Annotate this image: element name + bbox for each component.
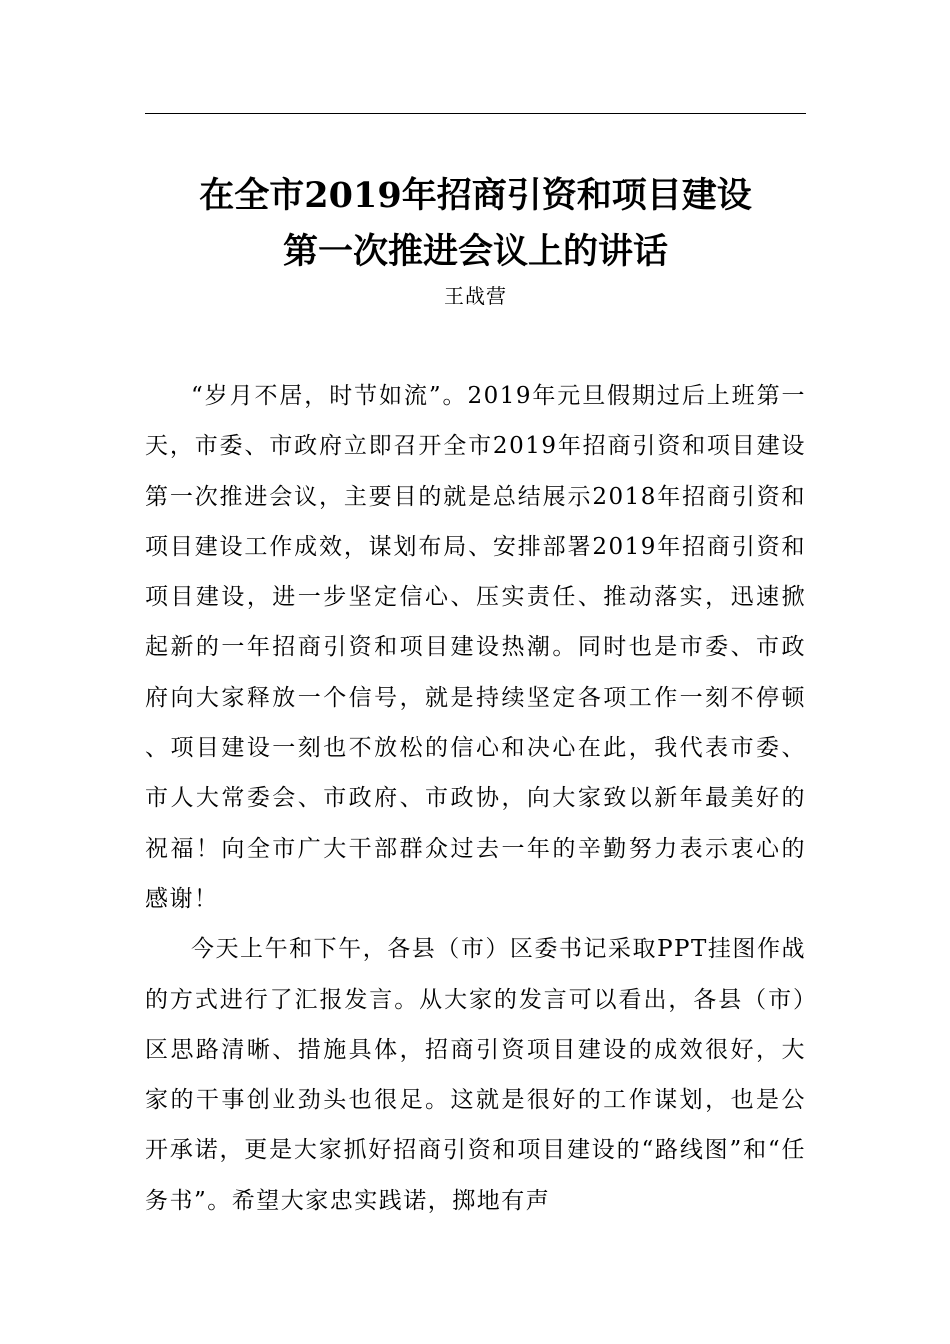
header-rule: [145, 113, 806, 114]
document-title: [145, 168, 806, 280]
title-line-2: 第一次推进会议上的讲话: [282, 231, 668, 272]
body-paragraph-1: “岁月不居，时节如流”。2019年元旦假期过后上班第一天，市委、市政府立即召开全市2019年招商引资和项目建设第一次推进会议，主要目的就是总结展示2018年招商引资和项目建设工作成效，谋划布局、安排部署2019年招商引资和项目建设，进一步坚定信心、压实责任、推动落实，迅速掀起新的一年招商引资和项目建设热潮。同时也是市委、市政府向大家释放一个信号，就是持续坚定各项工作一刻不停顿、项目建设一刻也不放松的信心和决心在此，我代表市委、市人大常委会、市政府、市政协，向大家致以新年最美好的祝福！向全市广大干部群众过去一年的辛勤努力表示衷心的感谢！: [145, 383, 806, 912]
document-body: [145, 371, 806, 1226]
title-line-1: 在全市2019年招商引资和项目建设: [199, 175, 752, 216]
author-name: 王战营: [444, 284, 507, 308]
body-paragraph-2: 今天上午和下午，各县（市）区委书记采取PPT挂图作战的方式进行了汇报发言。从大家的发言可以看出，各县（市）区思路清晰、措施具体，招商引资项目建设的成效很好，大家的干事创业劲头也很足。这就是很好的工作谋划，也是公开承诺，更是大家抓好招商引资和项目建设的“路线图”和“任务书”。希望大家忠实践诺，掷地有声: [145, 936, 806, 1214]
